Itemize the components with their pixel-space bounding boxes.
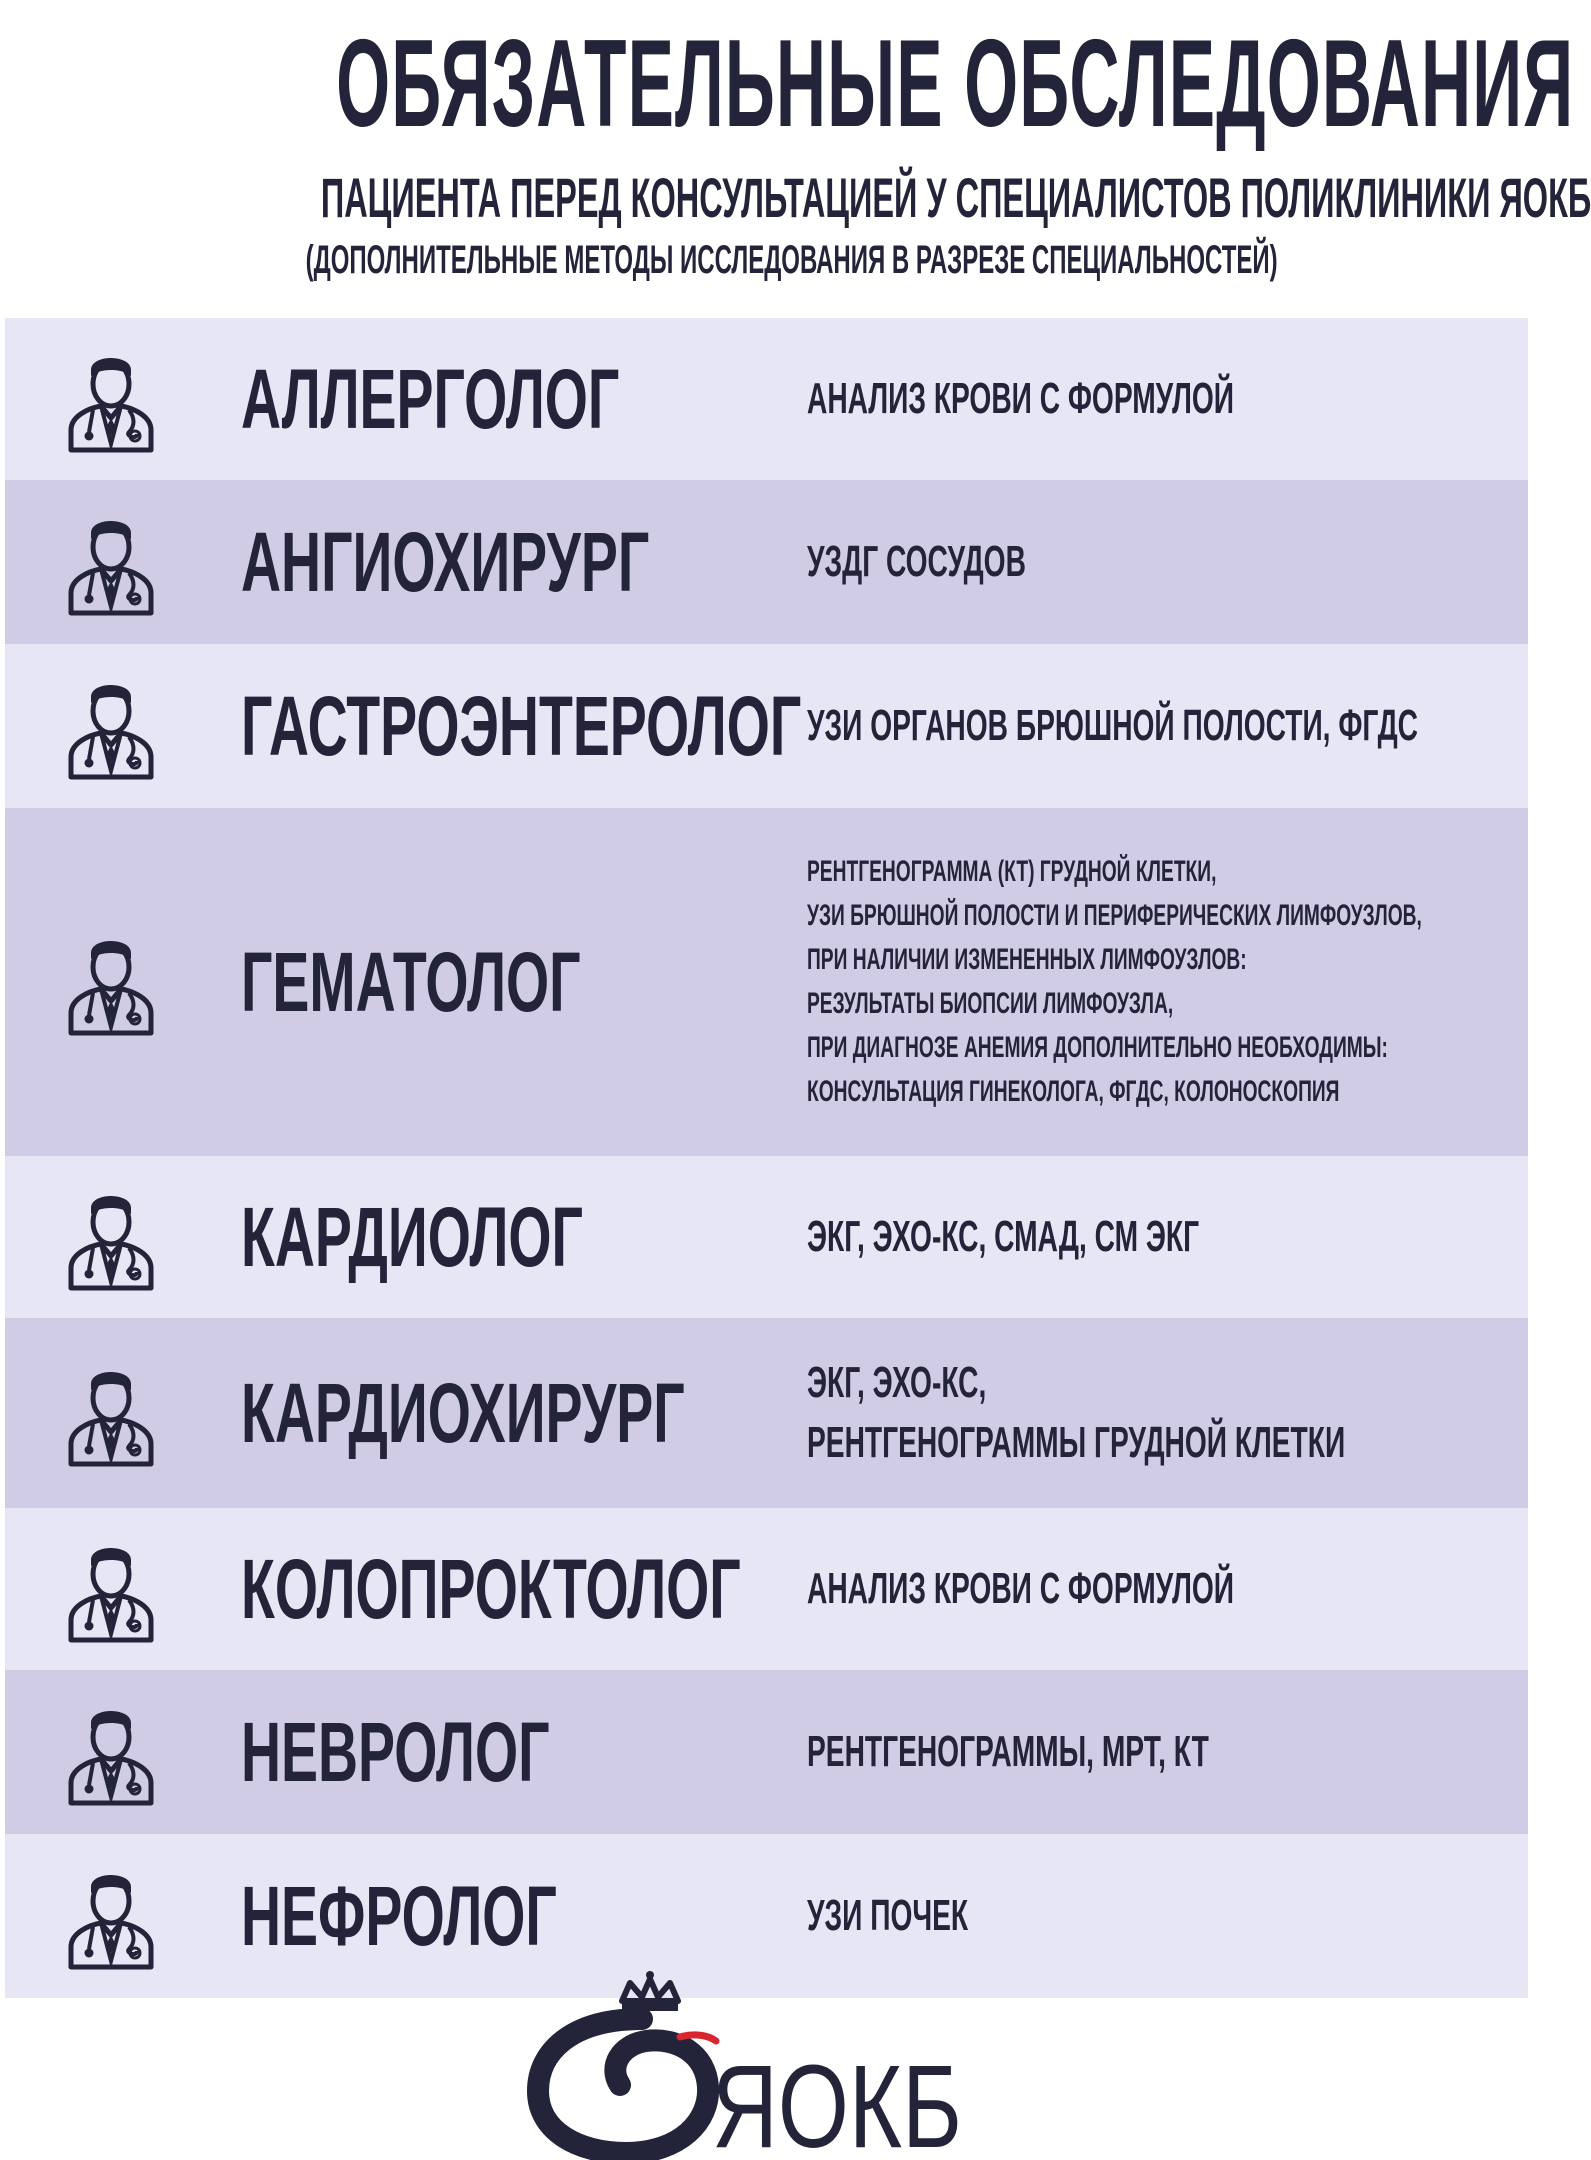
- specialist-name: КОЛОПРОКТОЛОГ: [241, 1542, 741, 1636]
- exam-line: РЕНТГЕНОГРАММЫ ГРУДНОЙ КЛЕТКИ: [807, 1418, 1346, 1467]
- exam-list: [807, 850, 1422, 1114]
- exam-line: АНАЛИЗ КРОВИ С ФОРМУЛОЙ: [807, 1564, 1235, 1613]
- table-row: [5, 1156, 1528, 1318]
- specialist-name: НЕФРОЛОГ: [241, 1869, 557, 1963]
- exam-line: ПРИ НАЛИЧИИ ИЗМЕНЕННЫХ ЛИМФОУЗЛОВ:: [807, 943, 1247, 976]
- table-row: [5, 318, 1528, 480]
- exam-list: [807, 375, 1234, 423]
- doctor-icon: [63, 1697, 159, 1807]
- table-row: [5, 808, 1528, 1156]
- exam-line: РЕЗУЛЬТАТЫ БИОПСИИ ЛИМФОУЗЛА,: [807, 987, 1174, 1020]
- exam-list: [807, 1565, 1234, 1613]
- exam-line: ЭКГ, ЭХО-КС, СМАД, СМ ЭКГ: [807, 1212, 1200, 1261]
- logo-text: ЯОКБ: [712, 2041, 962, 2160]
- exam-line: УЗДГ СОСУДОВ: [807, 537, 1026, 586]
- exam-line: УЗИ БРЮШНОЙ ПОЛОСТИ И ПЕРИФЕРИЧЕСКИХ ЛИМФОУЗЛОВ,: [807, 899, 1422, 932]
- exam-line: РЕНТГЕНОГРАММА (КТ) ГРУДНОЙ КЛЕТКИ,: [807, 855, 1217, 888]
- yaokb-logo: [530, 1975, 970, 2160]
- exam-line: УЗИ ОРГАНОВ БРЮШНОЙ ПОЛОСТИ, ФГДС: [807, 701, 1419, 750]
- exam-list: [807, 702, 1418, 750]
- table-row: [5, 480, 1528, 644]
- doctor-icon: [63, 1182, 159, 1292]
- specialist-name: КАРДИОХИРУРГ: [241, 1366, 685, 1460]
- table-row: [5, 644, 1528, 808]
- doctor-icon: [63, 927, 159, 1037]
- specialist-name: КАРДИОЛОГ: [241, 1190, 583, 1284]
- doctor-icon: [63, 507, 159, 617]
- table-row: [5, 1834, 1528, 1998]
- crown-icon: [622, 1971, 678, 2011]
- specialist-name: АЛЛЕРГОЛОГ: [241, 352, 620, 446]
- specialist-name: ГЕМАТОЛОГ: [241, 935, 581, 1029]
- doctor-icon: [63, 1534, 159, 1644]
- exam-list: [807, 1213, 1199, 1261]
- doctor-icon: [63, 344, 159, 454]
- exam-line: УЗИ ПОЧЕК: [807, 1891, 969, 1940]
- page-title: ОБЯЗАТЕЛЬНЫЕ ОБСЛЕДОВАНИЯ: [336, 15, 1575, 153]
- page-note: (ДОПОЛНИТЕЛЬНЫЕ МЕТОДЫ ИССЛЕДОВАНИЯ В РАЗРЕЗЕ СПЕЦИАЛЬНОСТЕЙ): [305, 238, 1278, 282]
- doctor-icon: [63, 1861, 159, 1971]
- exam-line: ПРИ ДИАГНОЗЕ АНЕМИЯ ДОПОЛНИТЕЛЬНО НЕОБХОДИМЫ:: [807, 1031, 1388, 1064]
- specialist-name: ГАСТРОЭНТЕРОЛОГ: [241, 679, 802, 773]
- exam-list: [807, 1353, 1345, 1473]
- exam-line: КОНСУЛЬТАЦИЯ ГИНЕКОЛОГА, ФГДС, КОЛОНОСКОПИЯ: [807, 1075, 1340, 1108]
- specialist-name: НЕВРОЛОГ: [241, 1705, 550, 1799]
- exam-line: ЭКГ, ЭХО-КС,: [807, 1358, 987, 1407]
- exam-line: АНАЛИЗ КРОВИ С ФОРМУЛОЙ: [807, 374, 1235, 423]
- doctor-icon: [63, 671, 159, 781]
- exam-list: [807, 1892, 968, 1940]
- doctor-icon: [63, 1358, 159, 1468]
- table-row: [5, 1508, 1528, 1670]
- page-subtitle: ПАЦИЕНТА ПЕРЕД КОНСУЛЬТАЦИЕЙ У СПЕЦИАЛИСТОВ ПОЛИКЛИНИКИ ЯОКБ: [320, 166, 1591, 229]
- exam-list: [807, 1728, 1209, 1776]
- specialists-table: [5, 318, 1528, 1998]
- specialist-name: АНГИОХИРУРГ: [241, 515, 650, 609]
- exam-line: РЕНТГЕНОГРАММЫ, МРТ, КТ: [807, 1727, 1209, 1776]
- table-row: [5, 1670, 1528, 1834]
- table-row: [5, 1318, 1528, 1508]
- exam-list: [807, 538, 1026, 586]
